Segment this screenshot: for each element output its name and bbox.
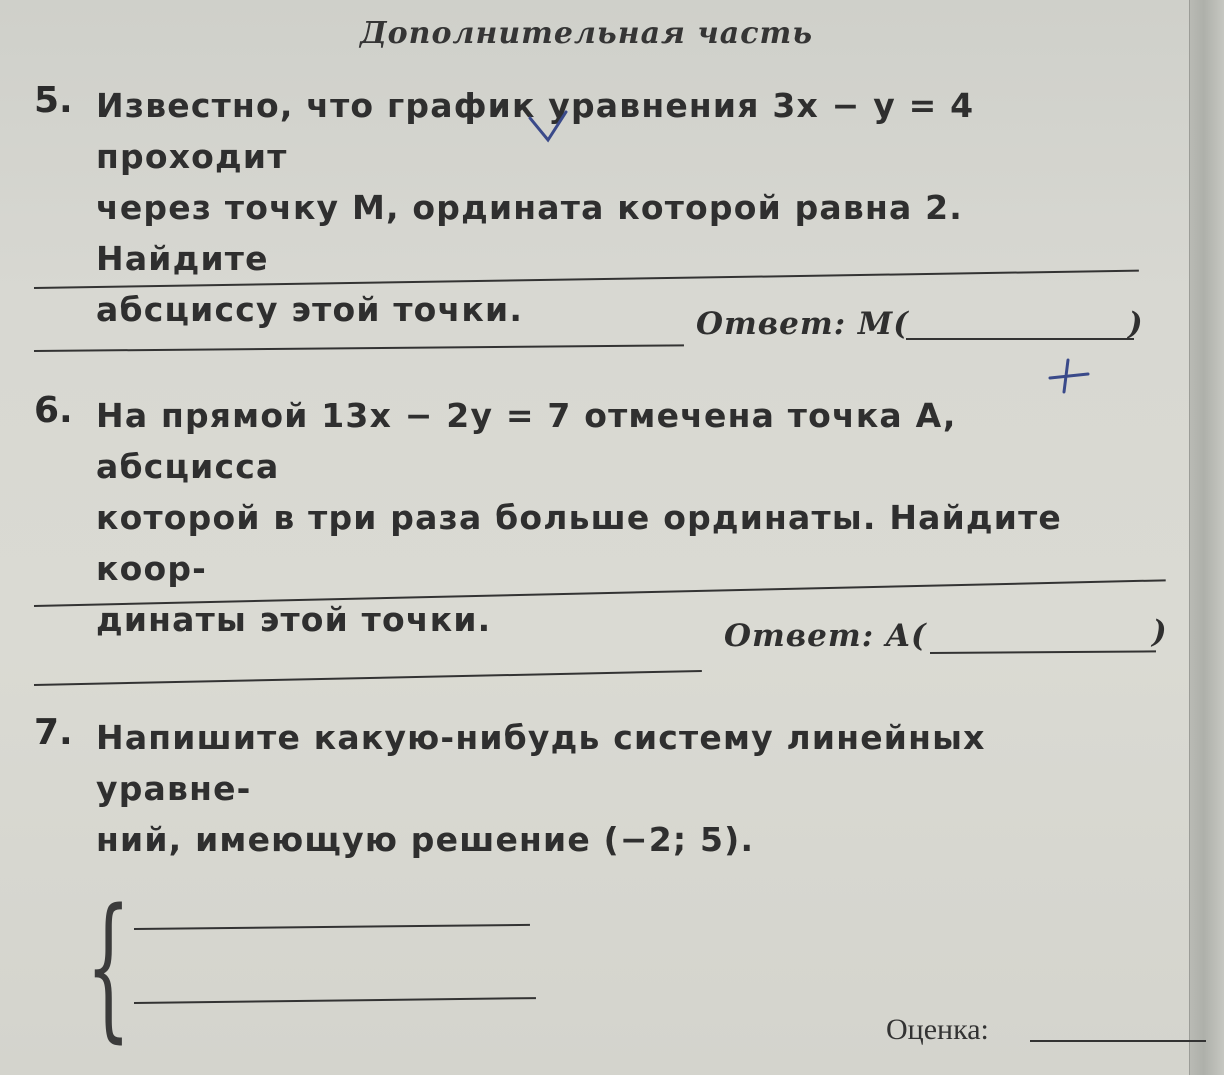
answer-field[interactable]: [906, 338, 1134, 340]
task-text: [96, 390, 1146, 645]
task-text-line: которой в три раза больше ординаты. Найдите коор-: [96, 498, 1063, 588]
task-number: 5.: [34, 80, 73, 121]
page-edge: [1189, 0, 1224, 1075]
grade-label: Оценка:: [886, 1013, 989, 1046]
system-brace: {: [86, 875, 131, 1057]
system-equation-line[interactable]: [134, 924, 530, 930]
task-text-line: Известно, что график уравнения 3x − y = 4 проходит: [96, 86, 975, 176]
system-equation-line[interactable]: [134, 997, 536, 1004]
task-text: [96, 712, 1146, 865]
task-text-line: ний, имеющую решение (−2; 5).: [96, 820, 755, 859]
task-text-line: На прямой 13x − 2y = 7 отмечена точка A, абсцисса: [96, 396, 957, 486]
answer-close: ): [1128, 306, 1144, 342]
task-text-line: Напишите какую-нибудь систему линейных уравне-: [96, 718, 986, 808]
task-text-line: абсциссу этой точки.: [96, 290, 524, 329]
answer-line[interactable]: [34, 670, 702, 686]
answer-line[interactable]: [34, 344, 684, 352]
answer-close: ): [1152, 614, 1168, 650]
section-title: Дополнительная часть: [360, 16, 814, 51]
cross-mark-icon: [1050, 360, 1088, 392]
task-text-line: через точку M, ордината которой равна 2. Найдите: [96, 188, 964, 278]
task-number: 7.: [34, 712, 73, 753]
task-text-line: динаты этой точки.: [96, 600, 492, 639]
answer-label: Ответ: M(: [696, 306, 909, 342]
answer-label: Ответ: A(: [724, 618, 927, 654]
task-number: 6.: [34, 390, 73, 431]
answer-field[interactable]: [930, 650, 1156, 654]
grade-field[interactable]: [1030, 1040, 1206, 1042]
task-text: [96, 80, 1146, 335]
